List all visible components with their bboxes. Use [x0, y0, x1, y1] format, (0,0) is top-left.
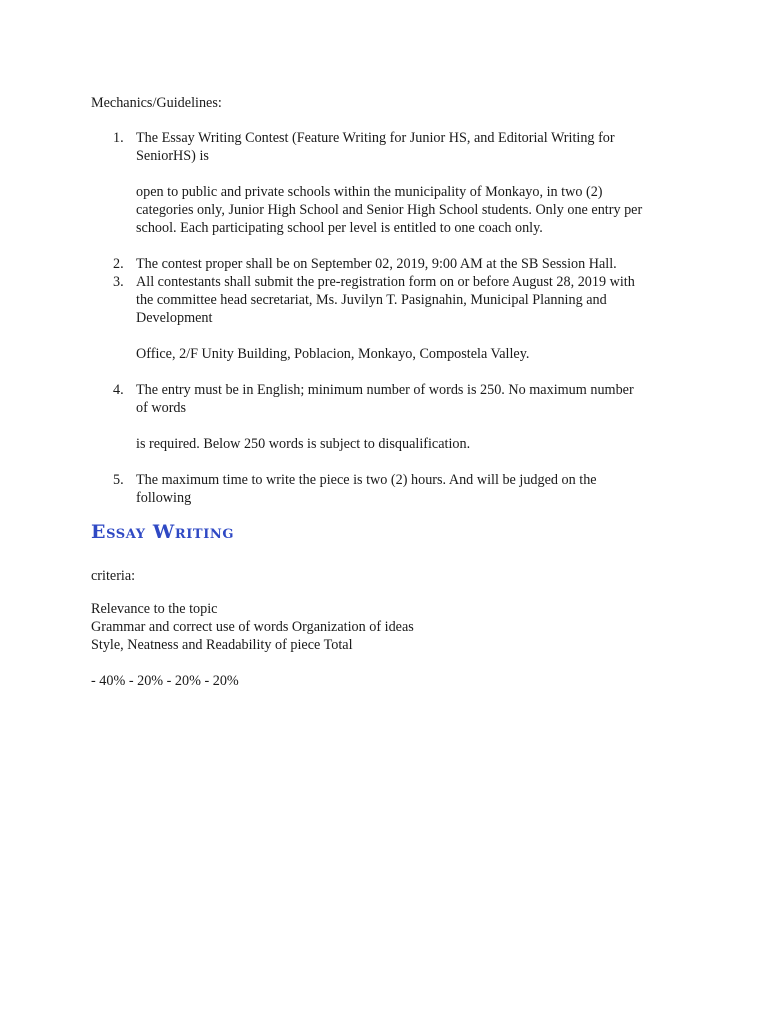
list-item-number: 1. [113, 130, 124, 146]
list-item-text: All contestants shall submit the pre-registration form on or before August 28, 2019 with [136, 274, 635, 290]
criteria-line: Grammar and correct use of words Organization of ideas [91, 619, 414, 635]
list-item-text: Office, 2/F Unity Building, Poblacion, Monkayo, Compostela Valley. [136, 346, 530, 362]
list-item-text: is required. Below 250 words is subject to disqualification. [136, 436, 471, 452]
list-item-text: categories only, Junior High School and Senior High School students. Only one entry per [136, 202, 643, 218]
criteria-percentages: - 40% - 20% - 20% - 20% [91, 673, 239, 689]
list-item-text: Development [136, 310, 213, 326]
list-item-text: The Essay Writing Contest (Feature Writing for Junior HS, and Editorial Writing for [136, 130, 615, 146]
guidelines-intro: Mechanics/Guidelines: [91, 95, 222, 111]
list-item-text: The maximum time to write the piece is two (2) hours. And will be judged on the [136, 472, 597, 488]
section-heading: Essay Writing [91, 521, 235, 543]
list-item-number: 5. [113, 472, 124, 488]
list-item-number: 2. [113, 256, 124, 272]
list-item-text: following [136, 490, 192, 506]
list-item-text: SeniorHS) is [136, 148, 209, 164]
list-item-text: The contest proper shall be on September 02, 2019, 9:00 AM at the SB Session Hall. [136, 256, 617, 272]
list-item-text: open to public and private schools within the municipality of Monkayo, in two (2) [136, 184, 603, 200]
list-item-number: 3. [113, 274, 124, 290]
list-item-text: the committee head secretariat, Ms. Juvilyn T. Pasignahin, Municipal Planning and [136, 292, 607, 308]
criteria-line: Style, Neatness and Readability of piece Total [91, 637, 353, 653]
criteria-line: Relevance to the topic [91, 601, 218, 617]
list-item-text: of words [136, 400, 187, 416]
list-item-text: The entry must be in English; minimum number of words is 250. No maximum number [136, 382, 634, 398]
list-item-number: 4. [113, 382, 124, 398]
criteria-label: criteria: [91, 568, 136, 584]
list-item-text: school. Each participating school per level is entitled to one coach only. [136, 220, 543, 236]
